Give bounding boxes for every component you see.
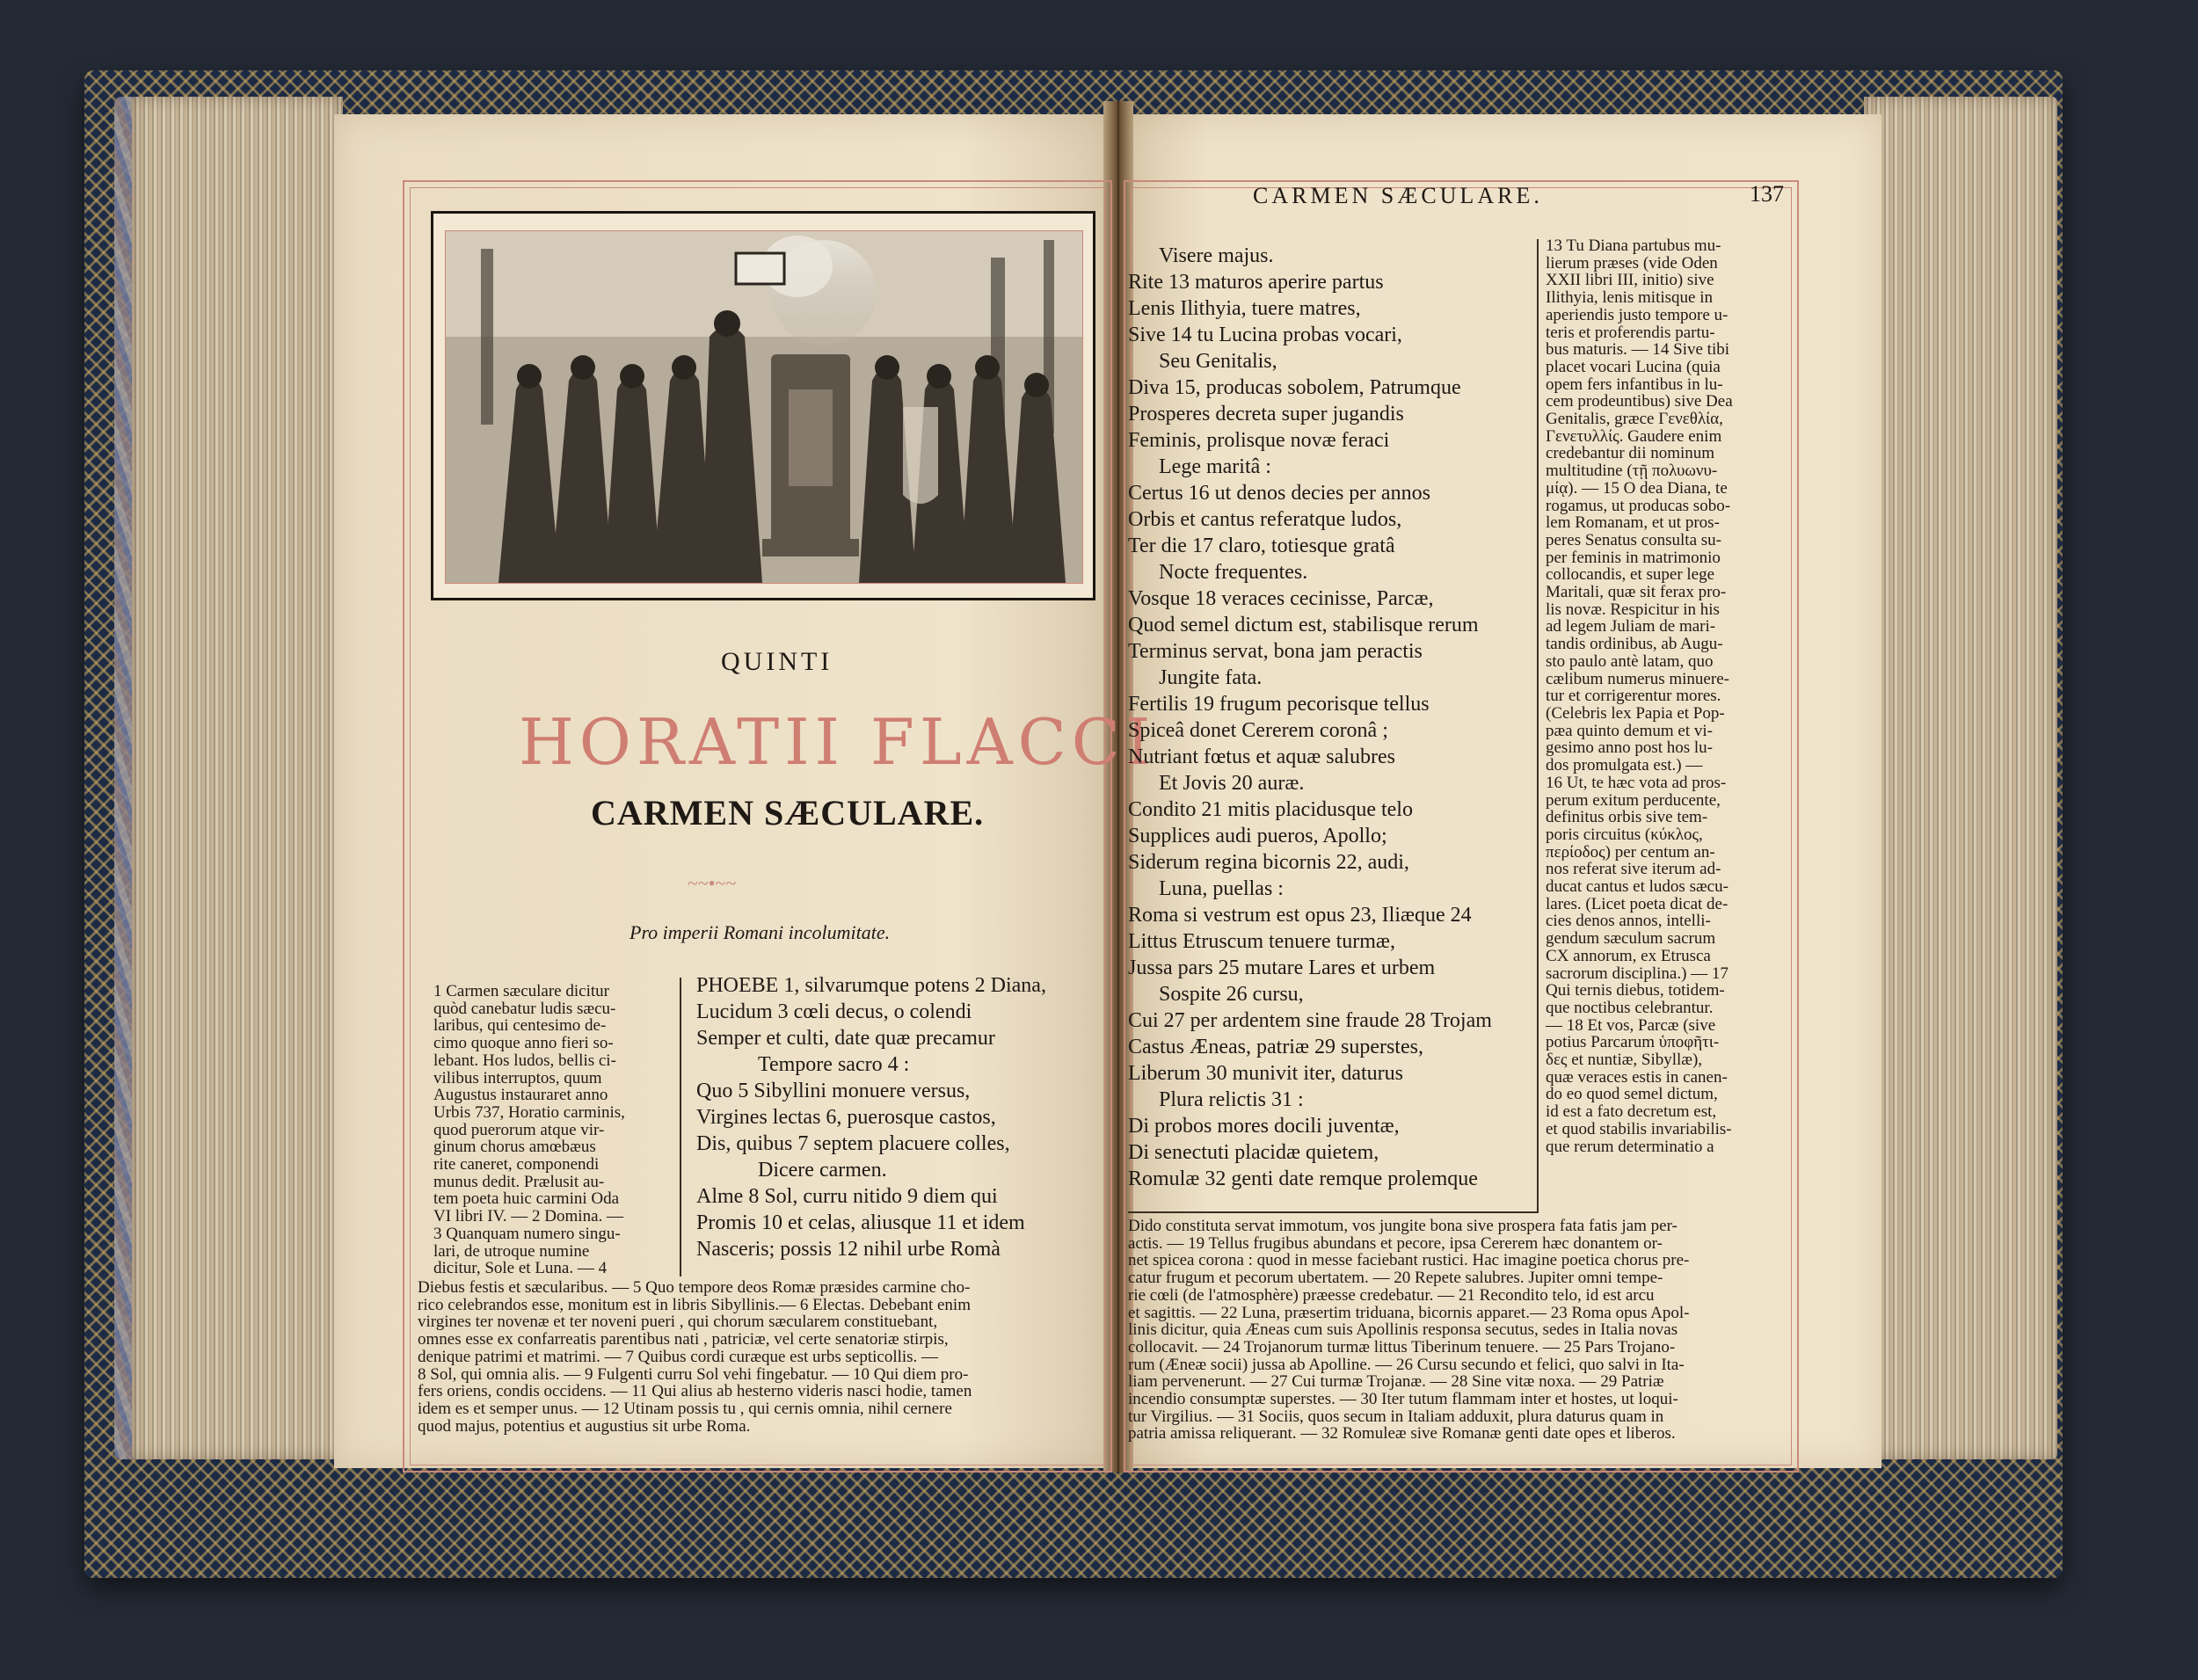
verse-line: Nocte frequentes. (1159, 561, 1308, 584)
note-line: collocandis, et super lege (1546, 565, 1715, 585)
verse-line: Ter die 17 claro, totiesque gratâ (1128, 535, 1395, 557)
note-line: pæa quinto demum et vi- (1546, 721, 1713, 740)
page-edges-left (132, 97, 343, 1459)
right-notes-column (1546, 237, 1733, 1155)
note-line: Maritali, quæ sit ferax pro- (1546, 583, 1727, 602)
note-line: gesimo anno post hos lu- (1546, 738, 1713, 758)
verse-line: Romulæ 32 genti date remque prolemque (1128, 1167, 1478, 1190)
note-line: lebant. Hos ludos, bellis ci- (433, 1051, 616, 1070)
verse-line: Roma si vestrum est opus 23, Iliæque 24 (1128, 904, 1472, 927)
note-line: patria amissa reliquerant. — 32 Romuleæ sive Romanæ genti date opes et liberos. (1128, 1424, 1676, 1444)
note-line: idem es et semper unus. — 12 Utinam possis tu , qui cernis omnia, nihil cernere (418, 1399, 952, 1418)
note-line: lares. (Licet poeta dicat de- (1546, 894, 1729, 913)
note-line: munus dedit. Prælusit au- (433, 1172, 605, 1191)
note-line: Ilithyia, lenis mitisque in (1546, 288, 1713, 308)
note-line: Dido constituta servat immotum, vos jungite bona sive prospera fata fatis jam per- (1128, 1217, 1678, 1235)
note-line: rogamus, ut producas sobo- (1546, 496, 1731, 515)
note-line: Diebus festis et sæcularibus. — 5 Quo tempore deos Romæ præsides carmine cho- (418, 1278, 971, 1297)
note-line: definitus orbis sive tem- (1546, 808, 1708, 827)
verse-line: Terminus servat, bona jam peractis (1128, 640, 1423, 663)
note-line: ginum chorus amœbæus (433, 1138, 596, 1157)
note-line: sacrorum disciplina.) — 17 (1546, 964, 1729, 983)
verse-line: Quod semel dictum est, stabilisque rerum (1128, 614, 1479, 636)
verse-line: Lucidum 3 cœli decus, o colendi (696, 1000, 972, 1023)
verse-line: Di probos mores docili juventæ, (1128, 1115, 1400, 1138)
note-line: sto paulo antè latam, quo (1546, 651, 1714, 671)
note-line: δες et nuntiæ, Sibyllæ), (1546, 1051, 1703, 1070)
subtitle: Pro imperii Romani incolumitate. (630, 921, 891, 943)
note-line: 16 Ut, te hæc vota ad pros- (1546, 773, 1727, 792)
ceremony-engraving (446, 231, 1082, 583)
verse-line: Feminis, prolisque novæ feraci (1128, 429, 1390, 452)
verse-line: Liberum 30 munivit iter, daturus (1128, 1062, 1403, 1085)
note-line: (Celebris lex Papia et Pop- (1546, 703, 1725, 723)
note-line: ad legem Juliam de mari- (1546, 617, 1716, 636)
horizontal-rule-right (1128, 1211, 1539, 1213)
note-line: gendum sæculum sacrum (1546, 929, 1716, 949)
note-line: quòd canebatur ludis sæcu- (433, 999, 616, 1018)
note-line: 8 Sol, qui omnia alis. — 9 Fulgenti curru Sol vehi fingebatur. — 10 Qui diem pro- (418, 1364, 969, 1384)
note-line: per feminis in matrimonio (1546, 548, 1721, 567)
note-line: μίᾳ). — 15 O dea Diana, te (1546, 478, 1728, 498)
note-line: XXII libri III, initio) sive (1546, 271, 1714, 290)
note-line: id est a fato decretum est, (1546, 1102, 1717, 1122)
title-carmen-saeculare: CARMEN SÆCULARE. (591, 793, 985, 833)
note-line: Γενετυλλίς. Gaudere enim (1546, 426, 1722, 446)
verse-line: Lege maritâ : (1159, 455, 1271, 478)
verse-line: Sive 14 tu Lucina probas vocari, (1128, 324, 1402, 346)
verse-line: Virgines lectas 6, puerosque castos, (696, 1106, 996, 1129)
note-line: actis. — 19 Tellus frugibus abundans et pecore, ipsa Cererem hæc donantem or- (1128, 1233, 1663, 1253)
running-header-title: CARMEN SÆCULARE. (1253, 183, 1543, 208)
note-line: rum (Æneæ socii) jussa ab Apolline. — 26 Cursu secundo et felici, quo salvi in Ita- (1128, 1355, 1685, 1374)
verse-line: Promis 10 et celas, aliusque 11 et idem (696, 1211, 1025, 1234)
note-line: fers oriens, condis occidens. — 11 Qui alius ab hesterno videris nasci hodie, tamen (418, 1382, 972, 1401)
note-line: opem fers infantibus in lu- (1546, 375, 1723, 394)
note-line: rie cœli (de l'atmosphère) præesse credebatur. — 21 Recondito telo, id est arcu (1128, 1285, 1655, 1305)
note-line: Qui ternis diebus, totidem- (1546, 981, 1725, 1000)
note-line: catur frugum et pecorum ubertatem. — 20 Repete salubres. Jupiter omni tempe- (1128, 1269, 1663, 1288)
note-line: quod puerorum atque vir- (433, 1120, 605, 1139)
verse-line: Supplices audi pueros, Apollo; (1128, 825, 1387, 847)
note-line: Augustus instauraret anno (433, 1086, 608, 1105)
note-line: virgines ter novenæ et ter noveni pueri , qui chorum sæcularem constituebant, (418, 1313, 938, 1332)
note-line: tem poeta huic carmini Oda (433, 1189, 620, 1209)
note-line: omnes esse ex confarreatis parentibus nati , patriciæ, vel certe senatoriæ stirpis, (418, 1330, 949, 1349)
note-line: Urbis 737, Horatio carminis, (433, 1102, 625, 1122)
note-line: cimo quoque anno fieri so- (433, 1034, 614, 1053)
title-line-quinti: QUINTI (721, 647, 833, 676)
left-verse-column (696, 972, 1046, 1262)
title-horatii-flacci: HORATII FLACCI (519, 705, 1156, 779)
note-line: dos promulgata est.) — (1546, 756, 1703, 775)
note-line: 13 Tu Diana partubus mu- (1546, 236, 1721, 255)
note-line: liam pervenerunt. — 27 Cui turmæ Trojanæ. — 28 Sine vitæ noxa. — 29 Patriæ (1128, 1372, 1664, 1392)
verse-line: Lenis Ilithyia, tuere matres, (1128, 297, 1361, 320)
verse-line: Cui 27 per ardentem sine fraude 28 Trojam (1128, 1009, 1492, 1032)
verse-line: Certus 16 ut denos decies per annos (1128, 482, 1430, 505)
note-line: lis novæ. Respicitur in his (1546, 600, 1720, 619)
note-line: tandis ordinibus, ab Augu- (1546, 635, 1723, 654)
note-line: 1 Carmen sæculare dicitur (433, 982, 609, 1000)
note-line: denique patrimi et matrimi. — 7 Quibus cordi curæque est urbs septicollis. — (418, 1347, 939, 1366)
verse-line: Nutriant fœtus et aquæ salubres (1128, 745, 1395, 768)
verse-line: Tempore sacro 4 : (758, 1053, 910, 1076)
engraving-illustration (445, 230, 1083, 584)
note-line: perum exitum perducente, (1546, 790, 1721, 810)
verse-line: Spiceâ donet Cererem coronâ ; (1128, 719, 1388, 742)
note-line: — 18 Et vos, Parcæ (sive (1546, 1015, 1716, 1035)
note-line: lari, de utroque numine (433, 1241, 590, 1261)
note-line: quod majus, potentius et augustius sit urbe Roma. (418, 1416, 751, 1436)
ornament-divider: ~~•~~ (688, 872, 737, 894)
note-line: linis dicitur, quia Æneas cum suis Apollinis responsa secutus, sedes in Italia novas (1128, 1320, 1678, 1340)
verse-line: Jussa pars 25 mutare Lares et urbem (1128, 956, 1436, 979)
note-line: VI libri IV. — 2 Domina. — (433, 1207, 624, 1226)
verse-line: Visere majus. (1159, 244, 1274, 267)
left-notes-column (433, 983, 625, 1277)
note-line: 3 Quanquam numero singu- (433, 1224, 621, 1243)
note-line: que noctibus celebrantur. (1546, 998, 1714, 1017)
verse-line: Castus Æneas, patriæ 29 superstes, (1128, 1036, 1423, 1058)
note-line: incendio consumptæ superstes. — 30 Iter tutum flammam inter et hostes, ut loqui- (1128, 1390, 1678, 1409)
note-line: peres Senatus consulta su- (1546, 530, 1721, 549)
verse-line: Orbis et cantus referatque ludos, (1128, 508, 1402, 531)
note-line: multitudine (τῇ πολυωνυ- (1546, 462, 1718, 481)
verse-line: Nasceris; possis 12 nihil urbe Romà (696, 1238, 1001, 1261)
note-line: potius Parcarum ὑποφῆτι- (1546, 1033, 1720, 1052)
note-line: CX annorum, ex Etrusca (1546, 946, 1711, 965)
note-line: περίοδος) per centum an- (1546, 842, 1715, 862)
verse-line: Di senectuti placidæ quietem, (1128, 1141, 1379, 1164)
note-line: placet vocari Lucina (quia (1546, 357, 1721, 376)
right-verse-column (1128, 243, 1492, 1192)
note-line: nos referat sive iterum ad- (1546, 860, 1721, 879)
verse-line: Prosperes decreta super jugandis (1128, 403, 1404, 425)
verse-line: Luna, puellas : (1159, 877, 1284, 900)
note-line: collocavit. — 24 Trojanorum turmæ littus Tiberinum tenuere. — 25 Pars Trojano- (1128, 1337, 1676, 1356)
note-line: teris et proferendis partu- (1546, 323, 1715, 342)
verse-line: Rite 13 maturos aperire partus (1128, 271, 1384, 294)
note-line: laribus, qui centesimo de- (433, 1016, 607, 1036)
left-notes-full-width (418, 1279, 972, 1435)
verse-line: Jungite fata. (1159, 666, 1263, 689)
note-line: bus maturis. — 14 Sive tibi (1546, 340, 1729, 360)
note-line: lem Romanam, et ut pros- (1546, 513, 1720, 533)
verse-line: Littus Etruscum tenuere turmæ, (1128, 930, 1395, 953)
note-line: quæ veraces estis in canen- (1546, 1067, 1728, 1087)
verse-line: Et Jovis 20 auræ. (1159, 772, 1305, 795)
note-line: tur Virgilius. — 31 Sociis, quos secum in Italiam adduxit, plura daturus quam in (1128, 1407, 1664, 1426)
page-number: 137 (1750, 181, 1784, 207)
verse-line: Dis, quibus 7 septem placuere colles, (696, 1132, 1010, 1155)
column-rule-right (1537, 239, 1539, 1213)
note-line: et quod stabilis invariabilis- (1546, 1119, 1732, 1138)
verse-line: Sospite 26 cursu, (1159, 983, 1304, 1006)
note-line: credebantur dii nominum (1546, 444, 1715, 463)
note-line: rite caneret, componendi (433, 1155, 600, 1175)
note-line: vilibus interruptos, quum (433, 1068, 602, 1087)
verse-line: Diva 15, producas sobolem, Patrumque (1128, 376, 1461, 399)
note-line: et sagittis. — 22 Luna, præsertim triduana, bicornis apparet.— 23 Roma opus Apol- (1128, 1303, 1690, 1322)
note-line: poris circuitus (κύκλος, (1546, 825, 1703, 844)
note-line: Genitalis, græce Γενεθλία, (1546, 410, 1723, 429)
verse-line: Quo 5 Sibyllini monuere versus, (696, 1080, 971, 1102)
verse-line: Condito 21 mitis placidusque telo (1128, 798, 1413, 821)
verse-line: Alme 8 Sol, curru nitido 9 diem qui (696, 1185, 998, 1208)
note-line: cem prodeuntibus) sive Dea (1546, 392, 1733, 411)
note-line: cælibum numerus minuere- (1546, 669, 1729, 688)
column-rule-left (680, 978, 681, 1276)
note-line: tur et corrigerentur mores. (1546, 687, 1721, 706)
verse-line: Fertilis 19 frugum pecorisque tellus (1128, 693, 1430, 716)
verse-line: Dicere carmen. (758, 1159, 887, 1182)
note-line: do eo quod semel dictum, (1546, 1085, 1718, 1104)
verse-line: Seu Genitalis, (1159, 350, 1277, 373)
note-line: net spicea corona : quod in messe faciebant rustici. Hac imagine poetica chorus pre- (1128, 1251, 1690, 1270)
note-line: rico celebrandos esse, monitum est in libris Sibyllinis.— 6 Electas. Debebant enim (418, 1295, 971, 1314)
note-line: lierum præses (vide Oden (1546, 253, 1718, 273)
note-line: dicitur, Sole et Luna. — 4 (433, 1259, 608, 1278)
note-line: aperiendis justo tempore u- (1546, 305, 1729, 324)
note-line: que rerum determinatio a (1546, 1137, 1714, 1156)
note-line: cies denos annos, intelli- (1546, 912, 1711, 931)
page-edges-right (1864, 97, 2057, 1459)
verse-line: Vosque 18 veraces cecinisse, Parcæ, (1128, 587, 1434, 610)
verse-line: Plura relictis 31 : (1159, 1088, 1304, 1111)
verse-line: PHOEBE 1, silvarumque potens 2 Diana, (696, 974, 1046, 997)
right-notes-full-width (1128, 1218, 1690, 1443)
note-line: ducat cantus et ludos sæcu- (1546, 877, 1729, 897)
verse-line: Siderum regina bicornis 22, audi, (1128, 851, 1409, 874)
verse-line: Semper et culti, date quæ precamur (696, 1027, 995, 1050)
